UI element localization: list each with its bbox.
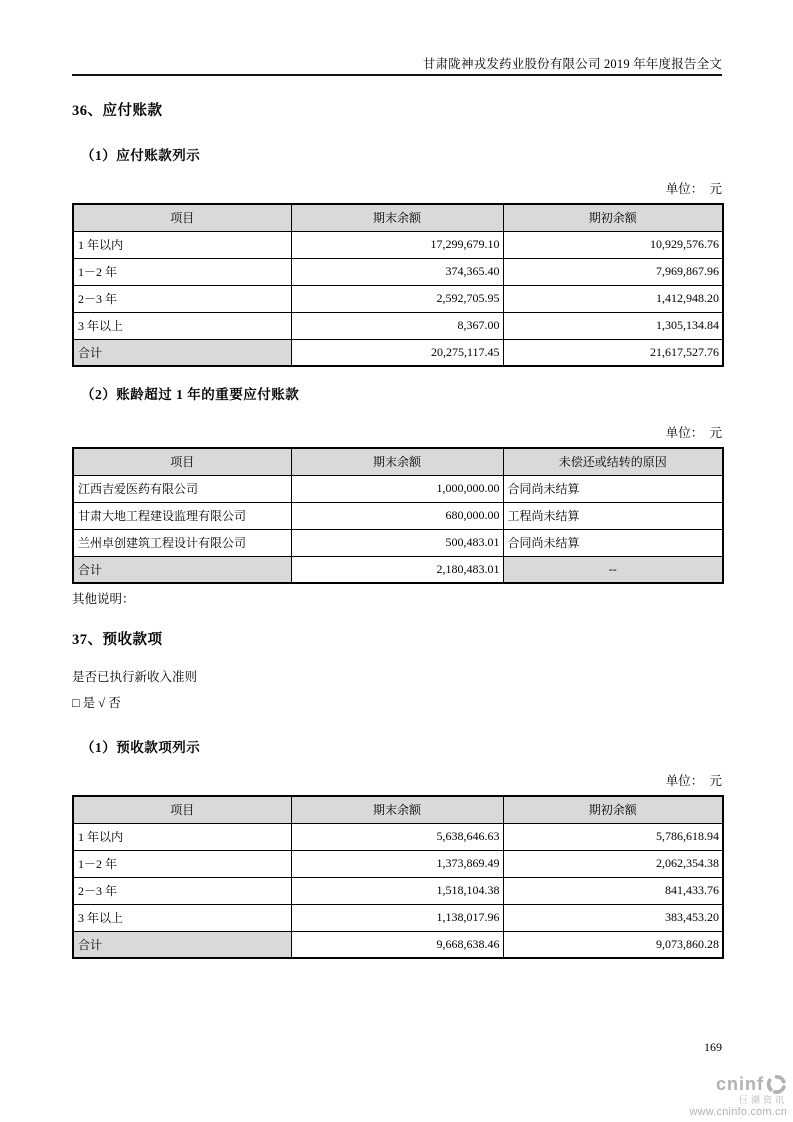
new-revenue-standard-answer: □ 是 √ 否 [72,696,121,710]
table-header-row [73,796,723,823]
item-label-cell: 1 年以内 [73,231,291,258]
column-header-reason: 未偿还或结转的原因 [503,448,723,475]
total-label-cell: 合计 [73,931,291,958]
total-label-cell: 合计 [73,556,291,583]
amount-cell: 10,929,576.76 [503,231,723,258]
advances-received-listing-table [72,795,724,959]
unit-label-3: 单位： 元 [665,774,722,788]
total-amount-cell: 2,180,483.01 [291,556,503,583]
amount-cell: 2,062,354.38 [503,850,723,877]
total-reason-cell: -- [503,556,723,583]
total-label-cell: 合计 [73,339,291,366]
company-name-cell: 江西吉爱医药有限公司 [73,475,291,502]
table-row [73,312,723,339]
table-row [73,529,723,556]
amount-cell: 841,433.76 [503,877,723,904]
amount-cell: 17,299,679.10 [291,231,503,258]
amount-cell: 1,138,017.96 [291,904,503,931]
cninfo-logo-url: www.cninfo.com.cn [689,1106,787,1119]
table-total-row [73,931,723,958]
table-row [73,285,723,312]
header-divider [72,74,722,76]
amount-cell: 2,592,705.95 [291,285,503,312]
table-row [73,877,723,904]
item-label-cell: 2－3 年 [73,877,291,904]
amount-cell: 1,305,134.84 [503,312,723,339]
amount-cell: 1,518,104.38 [291,877,503,904]
reason-cell: 工程尚未结算 [503,502,723,529]
section-37-1-title: （1）预收款项列示 [81,740,201,755]
column-header-item: 项目 [73,796,291,823]
amount-cell: 8,367.00 [291,312,503,339]
table-row [73,475,723,502]
other-notes-label: 其他说明： [72,592,135,606]
column-header-ending-balance: 期末余额 [291,204,503,231]
column-header-item: 项目 [73,448,291,475]
amount-cell: 1,373,869.49 [291,850,503,877]
table-header-row [73,204,723,231]
item-label-cell: 1 年以内 [73,823,291,850]
section-36-2-title: （2）账龄超过 1 年的重要应付账款 [81,387,300,402]
cninfo-swirl-icon [766,1074,787,1095]
column-header-beginning-balance: 期初余额 [503,204,723,231]
table-total-row [73,339,723,366]
cninfo-logo-subtitle: 巨潮资讯 [738,1095,787,1105]
amount-cell: 5,786,618.94 [503,823,723,850]
amount-cell: 7,969,867.96 [503,258,723,285]
item-label-cell: 1－2 年 [73,258,291,285]
document-header-title: 甘肃陇神戎发药业股份有限公司 2019 年年度报告全文 [422,57,722,71]
section-37-title: 37、预收款项 [72,632,163,648]
section-36-title: 36、应付账款 [72,103,163,119]
total-amount-cell: 20,275,117.45 [291,339,503,366]
new-revenue-standard-question: 是否已执行新收入准则 [72,670,198,684]
unit-label-1: 单位： 元 [665,182,722,196]
table-row [73,231,723,258]
amount-cell: 500,483.01 [291,529,503,556]
item-label-cell: 2－3 年 [73,285,291,312]
column-header-beginning-balance: 期初余额 [503,796,723,823]
table-row [73,904,723,931]
amount-cell: 374,365.40 [291,258,503,285]
total-amount-cell: 21,617,527.76 [503,339,723,366]
cninfo-logo [689,1074,787,1119]
amount-cell: 680,000.00 [291,502,503,529]
amount-cell: 1,000,000.00 [291,475,503,502]
table-row [73,258,723,285]
amount-cell: 383,453.20 [503,904,723,931]
item-label-cell: 1－2 年 [73,850,291,877]
amount-cell: 5,638,646.63 [291,823,503,850]
total-amount-cell: 9,668,638.46 [291,931,503,958]
column-header-ending-balance: 期末余额 [291,796,503,823]
table-total-row [73,556,723,583]
section-36-1-title: （1）应付账款列示 [81,148,201,163]
important-accounts-payable-table [72,447,724,584]
total-amount-cell: 9,073,860.28 [503,931,723,958]
cninfo-logo-text: cninf [716,1074,764,1095]
item-label-cell: 3 年以上 [73,312,291,339]
amount-cell: 1,412,948.20 [503,285,723,312]
item-label-cell: 3 年以上 [73,904,291,931]
cninfo-logo-wordmark [689,1074,787,1095]
table-row [73,823,723,850]
unit-label-2: 单位： 元 [665,426,722,440]
company-name-cell: 兰州卓创建筑工程设计有限公司 [73,529,291,556]
column-header-item: 项目 [73,204,291,231]
table-row [73,502,723,529]
accounts-payable-listing-table [72,203,724,367]
company-name-cell: 甘肃大地工程建设监理有限公司 [73,502,291,529]
table-header-row [73,448,723,475]
reason-cell: 合同尚未结算 [503,529,723,556]
column-header-ending-balance: 期末余额 [291,448,503,475]
page-number: 169 [704,1040,722,1054]
table-row [73,850,723,877]
reason-cell: 合同尚未结算 [503,475,723,502]
